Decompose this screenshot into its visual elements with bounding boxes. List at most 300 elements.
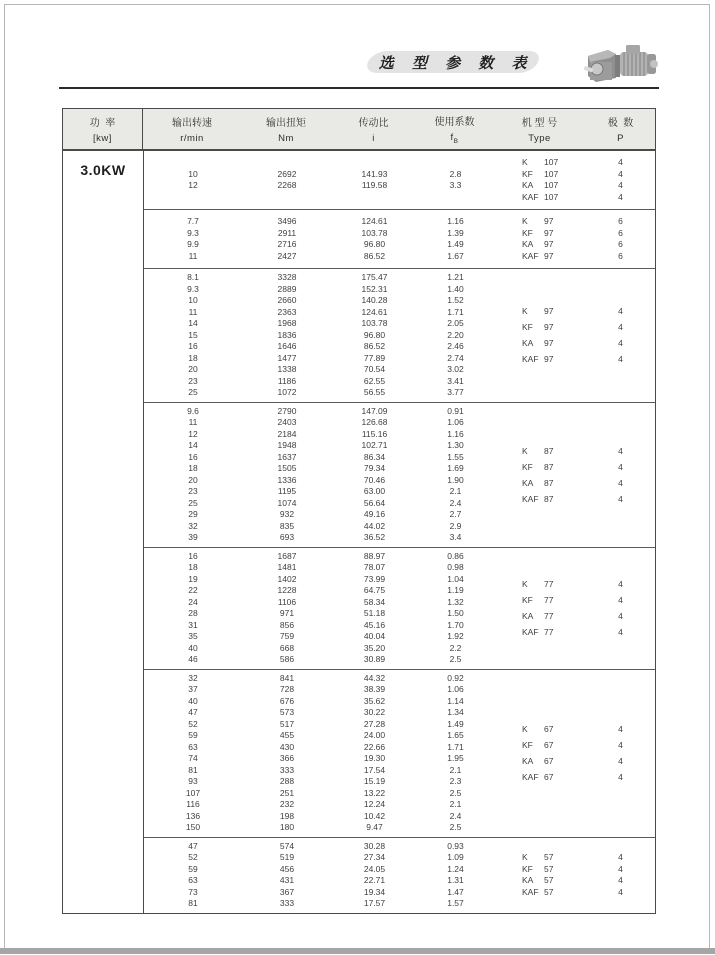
poles-value: 4: [618, 493, 623, 504]
output-speed-value: 18: [188, 562, 198, 572]
model-type: [493, 475, 586, 491]
model-type: [493, 157, 586, 169]
header-power-unit: [kw]: [93, 133, 112, 144]
ratio-value: 63.00: [363, 486, 386, 496]
ratio-group: [144, 151, 655, 209]
output-speed-value: 28: [188, 608, 198, 618]
model-series: KAF: [522, 191, 539, 202]
output-speed-value: 24: [188, 596, 198, 607]
ratio-value: 73.99: [363, 573, 386, 584]
type-row: [493, 737, 655, 753]
model-type: [493, 737, 586, 753]
ratio-value: 96.80: [363, 329, 386, 340]
output-speed-value: 16: [188, 341, 198, 351]
model-type: [493, 721, 586, 737]
output-speed-value: 32: [188, 520, 198, 531]
ratio-value: 51.18: [363, 608, 386, 618]
type-row: [493, 303, 655, 319]
service-factor-value: 0.98: [447, 562, 464, 572]
ratio-value: 24.00: [363, 730, 386, 740]
ratio-value: 70.54: [363, 364, 386, 374]
output-torque-value: 1338: [277, 364, 297, 374]
output-torque-value: 573: [279, 707, 295, 717]
output-torque-value: 455: [279, 730, 295, 740]
model-size: 77: [544, 579, 554, 589]
service-factor-value: 3.02: [447, 364, 464, 374]
model-series: K: [522, 306, 528, 317]
output-speed-value: 11: [188, 417, 198, 427]
table-row: [144, 429, 655, 441]
ratio-value: 24.05: [363, 863, 386, 874]
type-row: [493, 335, 655, 351]
ratio-value: 36.52: [363, 532, 386, 542]
type-poles-block: [493, 443, 655, 507]
model-series: K: [522, 445, 528, 456]
model-type: [493, 228, 586, 240]
ratio-value: 64.75: [363, 585, 386, 595]
output-speed-value: 9.6: [187, 405, 199, 416]
type-row: [493, 169, 655, 181]
type-row: [493, 864, 655, 876]
service-factor-value: 2.8: [449, 168, 462, 179]
table-row: [144, 654, 655, 666]
service-factor-value: 1.47: [447, 886, 464, 897]
model-size: 57: [544, 886, 554, 897]
ratio-value: 17.54: [363, 764, 386, 775]
service-factor-value: 1.69: [447, 463, 464, 473]
model-type: [493, 491, 586, 507]
type-row: [493, 351, 655, 367]
model-series: KAF: [522, 493, 539, 504]
service-factor-value: 1.09: [447, 852, 464, 862]
table-row: [144, 673, 655, 685]
output-speed-value: 31: [188, 619, 198, 630]
service-factor-value: 1.92: [447, 631, 464, 641]
output-torque-value: 1402: [277, 573, 297, 584]
model-series: KAF: [522, 886, 539, 897]
type-row: [493, 875, 655, 887]
ratio-group: [144, 402, 655, 547]
header-poles-label: 极 数: [607, 118, 634, 129]
model-type: [493, 864, 586, 876]
output-torque-value: 2403: [277, 417, 297, 427]
output-torque-value: 1186: [277, 375, 297, 386]
type-row: [493, 251, 655, 263]
output-torque-value: 366: [279, 753, 295, 763]
output-speed-value: 9.9: [187, 239, 199, 249]
model-series: KAF: [522, 354, 539, 365]
output-speed-value: 47: [188, 840, 198, 851]
poles-value: 4: [618, 772, 623, 782]
ratio-value: 30.89: [363, 654, 386, 664]
output-speed-value: 10: [188, 168, 198, 179]
output-speed-value: 40: [188, 695, 198, 706]
header-output-torque: [241, 109, 331, 149]
table-row: [144, 562, 655, 574]
selection-parameter-table: [62, 108, 656, 914]
model-size: 107: [544, 168, 559, 179]
poles-value: 4: [618, 168, 623, 179]
type-row: [493, 491, 655, 507]
ratio-value: 19.34: [363, 886, 386, 897]
service-factor-value: 3.3: [449, 180, 462, 190]
table-row: [144, 684, 655, 696]
table-row: [144, 898, 655, 910]
model-type: [493, 169, 586, 181]
model-series: KA: [522, 338, 534, 349]
poles-value: 4: [618, 740, 623, 750]
model-type: [493, 592, 586, 608]
table-row: [144, 822, 655, 834]
output-torque-value: 676: [279, 695, 295, 706]
service-factor-value: 0.91: [447, 405, 464, 416]
service-factor-value: 2.46: [447, 341, 464, 351]
service-factor-value: 1.49: [447, 239, 464, 249]
service-factor-value: 1.71: [447, 741, 464, 752]
model-size: 77: [544, 627, 554, 637]
ratio-value: 141.93: [361, 168, 388, 179]
output-speed-value: 11: [188, 250, 198, 261]
output-speed-value: 32: [188, 672, 198, 683]
model-series: KA: [522, 756, 534, 766]
poles-value: 4: [618, 724, 623, 734]
service-factor-value: 2.9: [449, 520, 462, 531]
service-factor-value: 0.93: [447, 840, 464, 851]
header-ratio-label: 传动比: [358, 118, 389, 129]
ratio-value: 86.34: [363, 451, 386, 462]
poles-value: 4: [618, 595, 623, 605]
ratio-value: 58.34: [363, 596, 386, 607]
ratio-value: 15.19: [363, 776, 386, 786]
header-output-speed-label: 输出转速: [172, 118, 212, 129]
output-torque-value: 288: [279, 776, 295, 786]
poles-value: 6: [618, 250, 623, 261]
output-speed-value: 136: [185, 810, 201, 821]
output-torque-value: 232: [279, 799, 295, 809]
service-factor-value: 1.16: [447, 428, 464, 439]
ratio-value: 78.07: [363, 562, 386, 572]
service-factor-value: 1.49: [447, 718, 464, 729]
model-type: [493, 443, 586, 459]
type-poles-block: [493, 216, 655, 262]
ratio-value: 96.80: [363, 239, 386, 249]
table-body: [63, 151, 655, 913]
table-row: [144, 521, 655, 533]
model-size: 97: [544, 227, 554, 238]
output-torque-value: 1968: [277, 318, 297, 328]
service-factor-value: 1.06: [447, 684, 464, 694]
table-row: [144, 551, 655, 563]
service-factor-value: 2.3: [449, 776, 462, 786]
table-row: [144, 643, 655, 655]
output-torque-value: 333: [279, 898, 295, 908]
output-torque-value: 1074: [277, 497, 297, 508]
output-torque-value: 2184: [277, 428, 297, 439]
model-type: [493, 335, 586, 351]
output-speed-value: 19: [188, 573, 198, 584]
model-size: 67: [544, 756, 554, 766]
ratio-value: 70.46: [363, 474, 386, 485]
output-torque-value: 2716: [277, 239, 297, 249]
poles-value: 4: [618, 191, 623, 202]
model-series: K: [522, 852, 528, 862]
poles-value: 4: [618, 338, 623, 349]
output-speed-value: 29: [188, 509, 198, 519]
model-type: [493, 239, 586, 251]
type-row: [493, 852, 655, 864]
header-output-torque-unit: Nm: [278, 133, 294, 144]
header-model-type: [493, 109, 586, 149]
output-speed-value: 20: [188, 474, 198, 485]
model-series: KF: [522, 740, 533, 750]
service-factor-value: 2.4: [449, 810, 462, 821]
ratio-value: 119.58: [361, 180, 388, 190]
ratio-value: 103.78: [361, 318, 388, 328]
model-series: KF: [522, 863, 533, 874]
model-size: 67: [544, 772, 554, 782]
output-torque-value: 430: [279, 741, 295, 752]
model-type: [493, 459, 586, 475]
output-torque-value: 586: [279, 654, 295, 664]
type-row: [493, 608, 655, 624]
output-torque-value: 1646: [277, 341, 297, 351]
ratio-value: 126.68: [361, 417, 388, 427]
service-factor-value: 1.21: [447, 272, 464, 282]
service-factor-value: 1.70: [447, 619, 464, 630]
poles-value: 4: [618, 886, 623, 897]
poles-value: 4: [618, 627, 623, 637]
output-torque-value: 574: [279, 840, 295, 851]
service-factor-value: 1.55: [447, 451, 464, 462]
type-row: [493, 459, 655, 475]
poles-value: 4: [618, 875, 623, 885]
model-size: 97: [544, 216, 554, 226]
type-row: [493, 475, 655, 491]
output-speed-value: 20: [188, 364, 198, 374]
output-speed-value: 52: [188, 852, 198, 862]
output-speed-value: 35: [188, 631, 198, 641]
service-factor-value: 2.1: [449, 764, 462, 775]
output-speed-value: 37: [188, 684, 198, 694]
ratio-value: 12.24: [363, 799, 386, 809]
output-speed-value: 25: [188, 497, 198, 508]
ratio-value: 152.31: [361, 283, 388, 294]
poles-value: 4: [618, 852, 623, 862]
model-type: [493, 753, 586, 769]
output-torque-value: 2660: [277, 295, 297, 305]
ratio-value: 77.89: [363, 352, 386, 363]
model-type: [493, 351, 586, 367]
output-torque-value: 2889: [277, 283, 297, 294]
output-speed-value: 81: [188, 898, 198, 908]
output-torque-value: 1687: [277, 550, 297, 561]
ratio-value: 19.30: [363, 753, 386, 763]
model-size: 67: [544, 724, 554, 734]
ratio-value: 44.02: [363, 520, 386, 531]
model-size: 107: [544, 191, 559, 202]
output-torque-value: 1072: [277, 387, 297, 397]
service-factor-value: 1.16: [447, 216, 464, 226]
model-series: KAF: [522, 627, 539, 637]
service-factor-value: 1.32: [447, 596, 464, 607]
model-type: [493, 192, 586, 204]
ratio-value: 27.34: [363, 852, 386, 862]
service-factor-value: 1.34: [447, 707, 464, 717]
poles-value: 4: [618, 579, 623, 589]
type-row: [493, 592, 655, 608]
service-factor-value: 1.52: [447, 295, 464, 305]
ratio-value: 115.16: [361, 428, 388, 439]
output-speed-value: 7.7: [187, 216, 199, 226]
output-torque-value: 519: [279, 852, 295, 862]
ratio-value: 140.28: [361, 295, 388, 305]
model-size: 77: [544, 611, 554, 621]
output-speed-value: 16: [188, 550, 198, 561]
model-size: 97: [544, 338, 554, 349]
table-row: [144, 811, 655, 823]
model-series: KA: [522, 239, 534, 249]
service-factor-value: 2.5: [449, 787, 462, 798]
type-poles-block: [493, 576, 655, 640]
table-row: [144, 387, 655, 399]
output-torque-value: 693: [279, 532, 295, 542]
output-torque-value: 1106: [277, 596, 297, 607]
model-size: 97: [544, 239, 554, 249]
output-speed-value: 8.1: [187, 272, 199, 282]
poles-value: 6: [618, 239, 623, 249]
output-speed-value: 63: [188, 741, 198, 752]
table-row: [144, 417, 655, 429]
output-speed-value: 40: [188, 642, 198, 653]
output-torque-value: 431: [279, 875, 295, 885]
header-service-factor-label: 使用系数: [434, 117, 475, 129]
page-title: 选 型 参 数 表: [379, 54, 534, 72]
type-row: [493, 239, 655, 251]
service-factor-value: 1.14: [447, 695, 464, 706]
output-speed-value: 12: [188, 180, 198, 190]
ratio-value: 62.55: [363, 375, 386, 386]
output-torque-value: 1836: [277, 329, 297, 340]
header-output-speed-unit: r/min: [180, 133, 204, 144]
output-torque-value: 2363: [277, 306, 297, 317]
ratio-value: 124.61: [361, 216, 388, 226]
output-speed-value: 52: [188, 718, 198, 729]
table-row: [144, 406, 655, 418]
output-torque-value: 2911: [277, 227, 297, 238]
type-row: [493, 753, 655, 769]
model-size: 97: [544, 354, 554, 365]
poles-value: 4: [618, 477, 623, 488]
section-title-banner: [363, 51, 543, 73]
output-torque-value: 198: [279, 810, 295, 821]
output-speed-value: 10: [188, 295, 198, 305]
model-series: KA: [522, 611, 534, 621]
model-series: KF: [522, 322, 533, 333]
output-torque-value: 728: [279, 684, 295, 694]
poles-value: 4: [618, 461, 623, 472]
service-factor-value: 2.5: [449, 822, 462, 832]
type-row: [493, 443, 655, 459]
output-torque-value: 1948: [277, 440, 297, 450]
header-divider-line: [59, 87, 659, 89]
type-poles-block: [493, 852, 655, 898]
service-factor-value: 2.7: [449, 509, 462, 519]
table-row: [144, 696, 655, 708]
model-series: K: [522, 579, 528, 589]
model-type: [493, 852, 586, 864]
service-factor-value: 2.2: [449, 642, 462, 653]
header-poles-unit: P: [617, 133, 624, 144]
ratio-value: 56.55: [363, 387, 386, 397]
type-row: [493, 624, 655, 640]
output-speed-value: 16: [188, 451, 198, 462]
output-speed-value: 47: [188, 707, 198, 717]
output-torque-value: 3328: [277, 272, 297, 282]
output-speed-value: 9.3: [187, 283, 199, 294]
service-factor-value: 0.92: [447, 672, 464, 683]
service-factor-value: 1.06: [447, 417, 464, 427]
ratio-value: 103.78: [361, 227, 388, 238]
service-factor-value: 2.5: [449, 654, 462, 664]
type-row: [493, 157, 655, 169]
output-speed-value: 14: [188, 318, 198, 328]
output-speed-value: 12: [188, 428, 198, 439]
ratio-value: 13.22: [363, 787, 386, 798]
type-row: [493, 576, 655, 592]
output-speed-value: 15: [188, 329, 198, 340]
table-row: [144, 284, 655, 296]
header-model-type-unit: Type: [528, 133, 551, 144]
model-type: [493, 887, 586, 899]
model-series: KF: [522, 595, 533, 605]
poles-value: 6: [618, 216, 623, 226]
table-row: [144, 788, 655, 800]
service-factor-value: 1.39: [447, 227, 464, 238]
output-torque-value: 668: [279, 642, 295, 653]
poles-value: 4: [618, 157, 623, 167]
ratio-value: 88.97: [363, 550, 386, 561]
output-speed-value: 23: [188, 486, 198, 496]
service-factor-value: 1.90: [447, 474, 464, 485]
table-row: [144, 272, 655, 284]
model-type: [493, 608, 586, 624]
model-size: 97: [544, 250, 554, 261]
model-series: KAF: [522, 250, 539, 261]
model-size: 87: [544, 493, 554, 504]
ratio-value: 35.20: [363, 642, 386, 653]
output-speed-value: 22: [188, 585, 198, 595]
type-poles-block: [493, 721, 655, 785]
ratio-value: 45.16: [363, 619, 386, 630]
ratio-group: [144, 837, 655, 913]
model-size: 87: [544, 477, 554, 488]
output-torque-value: 841: [279, 672, 295, 683]
ratio-value: 22.71: [363, 875, 386, 885]
output-torque-value: 2427: [277, 250, 297, 261]
output-torque-value: 1336: [277, 474, 297, 485]
service-factor-value: 2.1: [449, 799, 462, 809]
ratio-value: 40.04: [363, 631, 386, 641]
service-factor-value: 1.31: [447, 875, 464, 885]
type-poles-block: [493, 157, 655, 203]
model-size: 87: [544, 461, 554, 472]
gear-motor-photo: [582, 42, 662, 87]
ratio-value: 17.57: [363, 898, 386, 908]
output-torque-value: 835: [279, 520, 295, 531]
poles-value: 4: [618, 306, 623, 317]
output-speed-value: 59: [188, 863, 198, 874]
output-speed-value: 116: [186, 799, 200, 809]
